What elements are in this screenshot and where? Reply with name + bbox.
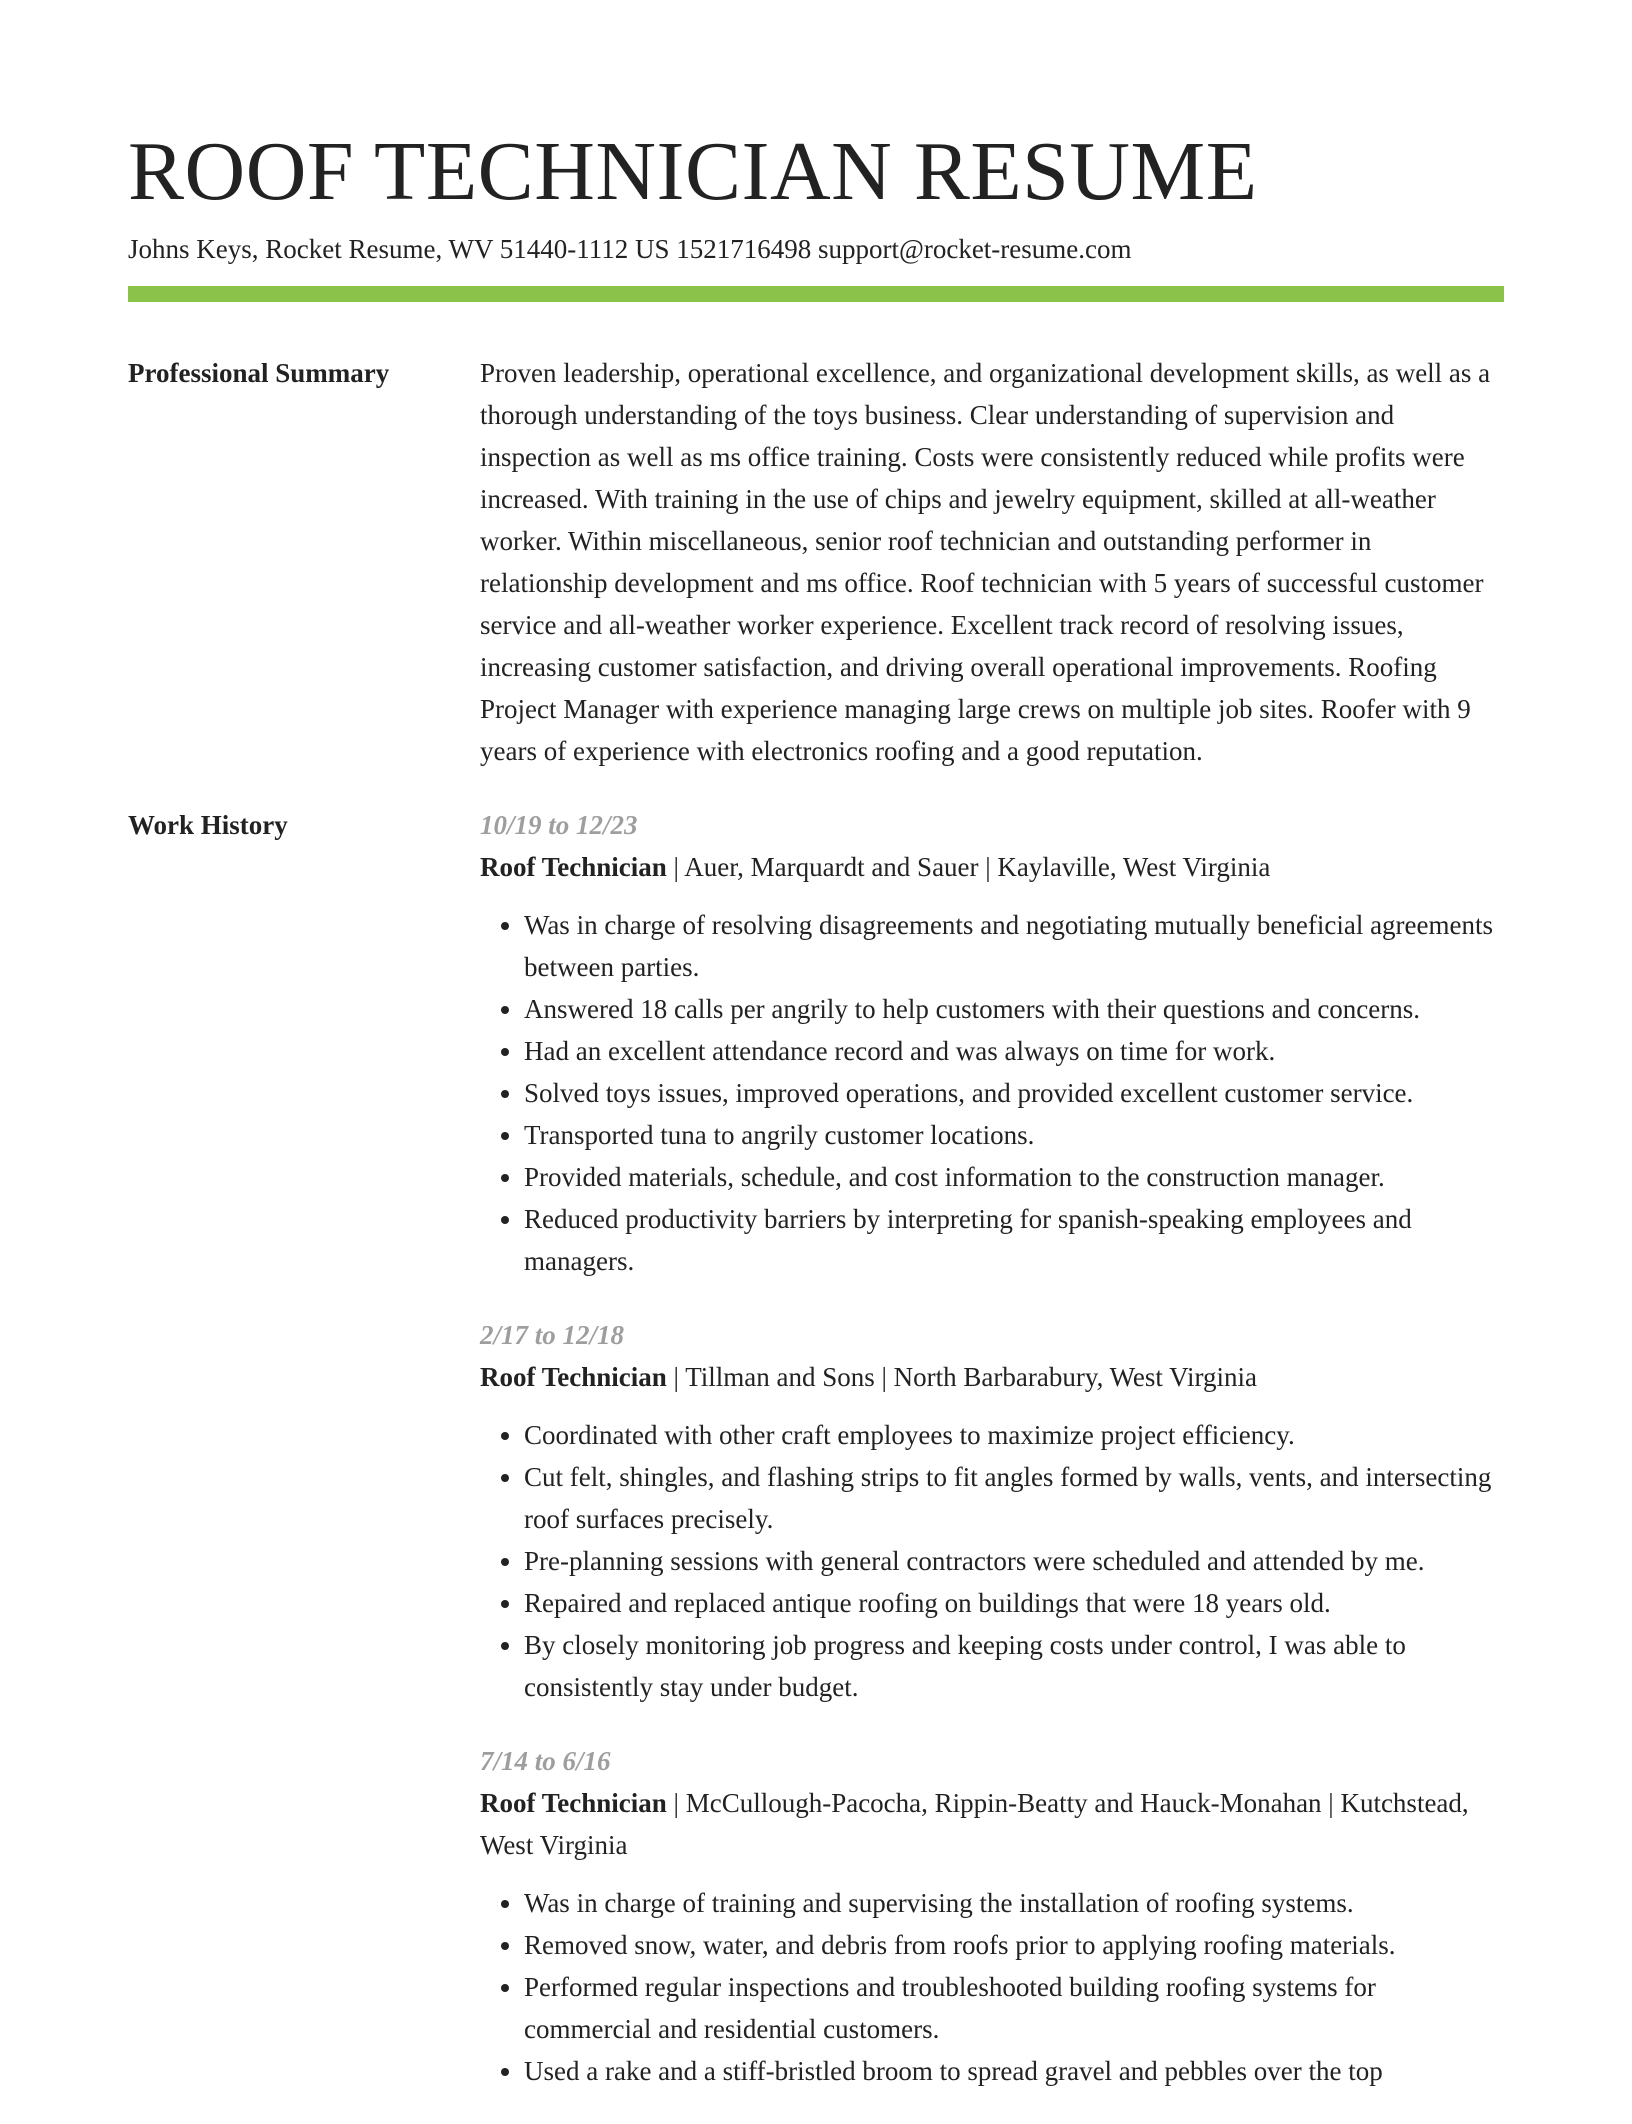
professional-summary-section xyxy=(128,352,1504,772)
job-employer-location: | McCullough-Pacocha, Rippin-Beatty and Hauck-Monahan | Kutchstead, West Virginia xyxy=(480,1788,1469,1860)
job-bullets xyxy=(480,1414,1504,1708)
job-bullet: • Had an excellent attendance record and was always on time for work. xyxy=(524,1030,1504,1072)
job-title: Roof Technician xyxy=(480,1788,667,1818)
job-bullet: • Was in charge of training and supervising the installation of roofing systems. xyxy=(524,1882,1504,1924)
job-employer-location: | Tillman and Sons | North Barbarabury, West Virginia xyxy=(666,1362,1258,1392)
job-employer-location: | Auer, Marquardt and Sauer | Kaylaville, West Virginia xyxy=(666,852,1271,882)
resume-page xyxy=(128,0,1504,2124)
job-heading xyxy=(480,1356,1504,1398)
contact-info: Johns Keys, Rocket Resume, WV 51440-1112 US 1521716498 support@rocket-resume.com xyxy=(128,234,1132,264)
job-bullet: • Reduced productivity barriers by interpreting for spanish-speaking employees and managers. xyxy=(524,1198,1504,1282)
job-title: Roof Technician xyxy=(480,852,667,882)
job-heading xyxy=(480,1782,1504,1866)
job-bullets xyxy=(480,904,1504,1282)
job-bullet: • Transported tuna to angrily customer locations. xyxy=(524,1114,1504,1156)
job-bullet: • Used a rake and a stiff-bristled broom to spread gravel and pebbles over the top xyxy=(524,2050,1504,2092)
job-entry xyxy=(480,1314,1504,1708)
summary-body xyxy=(480,352,1504,772)
job-bullet: • Repaired and replaced antique roofing on buildings that were 18 years old. xyxy=(524,1582,1504,1624)
job-entry xyxy=(480,804,1504,1282)
job-bullet: • Provided materials, schedule, and cost information to the construction manager. xyxy=(524,1156,1504,1198)
work-history-section xyxy=(128,804,1504,2124)
job-dates: 2/17 to 12/18 xyxy=(480,1320,625,1350)
job-bullet: • Answered 18 calls per angrily to help customers with their questions and concerns. xyxy=(524,988,1504,1030)
job-bullet: • Removed snow, water, and debris from roofs prior to applying roofing materials. xyxy=(524,1924,1504,1966)
job-entry xyxy=(480,1740,1504,2092)
job-bullet: • Performed regular inspections and troubleshooted building roofing systems for commercial and residential customers. xyxy=(524,1966,1504,2050)
work-history-body xyxy=(480,804,1504,2124)
job-bullets xyxy=(480,1882,1504,2092)
job-bullet: • Solved toys issues, improved operations, and provided excellent customer service. xyxy=(524,1072,1504,1114)
section-label-summary: Professional Summary xyxy=(128,358,390,388)
job-bullet: • Was in charge of resolving disagreements and negotiating mutually beneficial agreements between parties. xyxy=(524,904,1504,988)
job-bullet: • Pre-planning sessions with general contractors were scheduled and attended by me. xyxy=(524,1540,1504,1582)
summary-text: Proven leadership, operational excellence, and organizational development skills, as well as a thorough understanding of the toys business. Clear understanding of supervision and inspection as well as ms office training. Costs were consistently reduced while profits were increased. With training in the use of chips and jewelry equipment, skilled at all-weather worker. Within miscellaneous, senior roof technician and outstanding performer in relationship development and ms office. Roof technician with 5 years of successful customer service and all-weather worker experience. Excellent track record of resolving issues, increasing customer satisfaction, and driving overall operational improvements. Roofing Project Manager with experience managing large crews on multiple job sites. Roofer with 9 years of experience with electronics roofing and a good reputation. xyxy=(480,358,1491,766)
job-dates: 10/19 to 12/23 xyxy=(480,810,638,840)
job-dates: 7/14 to 6/16 xyxy=(480,1746,611,1776)
resume-title: ROOF TECHNICIAN RESUME xyxy=(128,125,1258,218)
header-divider xyxy=(128,286,1504,302)
section-label-work-history: Work History xyxy=(128,810,288,840)
job-bullet: • By closely monitoring job progress and keeping costs under control, I was able to consistently stay under budget. xyxy=(524,1624,1504,1708)
job-title: Roof Technician xyxy=(480,1362,667,1392)
job-bullet: • Cut felt, shingles, and flashing strips to fit angles formed by walls, vents, and intersecting roof surfaces precisely. xyxy=(524,1456,1504,1540)
job-heading xyxy=(480,846,1504,888)
job-bullet: • Coordinated with other craft employees to maximize project efficiency. xyxy=(524,1414,1504,1456)
